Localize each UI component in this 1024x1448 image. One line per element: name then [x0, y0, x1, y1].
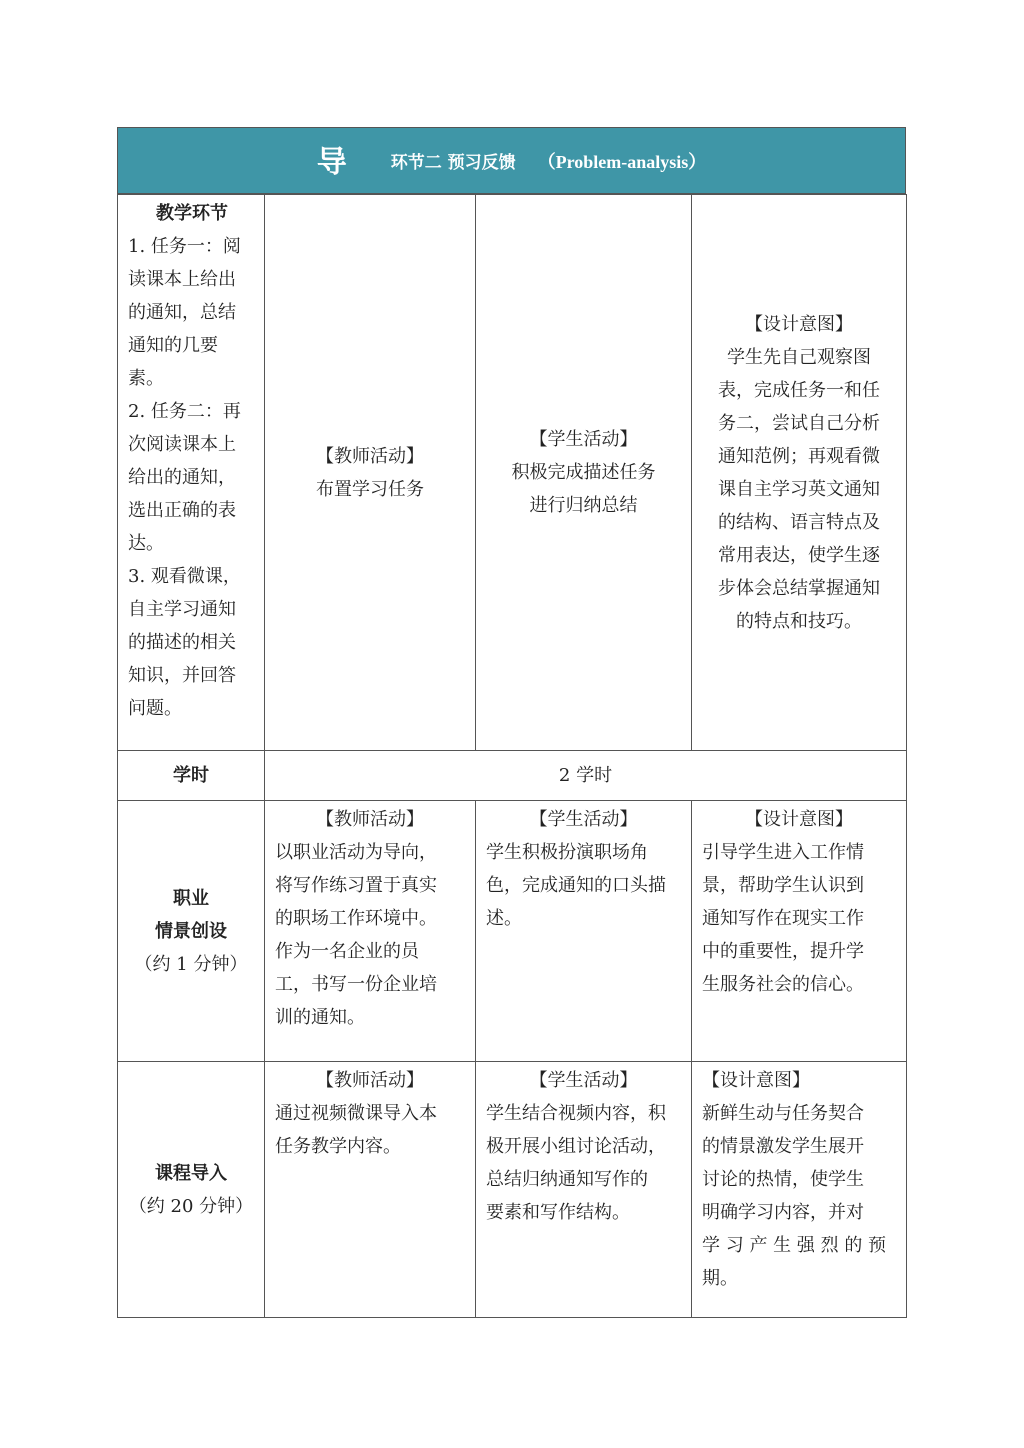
teacher-activity-label: 【教师活动】 — [316, 445, 424, 467]
task-line: 问题。 — [128, 698, 182, 719]
design-intent-text: 的结构、语言特点及 — [718, 511, 880, 533]
task-line: 自主学习通知 — [128, 599, 236, 620]
design-intent-text: 课自主学习英文通知 — [718, 478, 880, 500]
task-line: 的描述的相关 — [128, 632, 236, 653]
teacher-activity-text: 将写作练习置于真实 — [275, 875, 437, 896]
student-activity-text: 进行归纳总结 — [529, 495, 638, 516]
task-line: 达。 — [128, 533, 164, 554]
teacher-activity-cell — [265, 801, 476, 1062]
task-line: 1. 任务一：阅 — [128, 236, 241, 257]
design-intent-text: 学生先自己观察图 — [727, 346, 871, 368]
design-intent-text: 期。 — [702, 1268, 738, 1289]
design-intent-text: 表，完成任务一和任 — [718, 379, 880, 401]
teacher-activity-label: 【教师活动】 — [316, 809, 424, 830]
student-activity-text: 色，完成通知的口头描 — [486, 875, 666, 896]
course-intro-title: 课程导入 — [155, 1162, 227, 1184]
student-activity-label: 【学生活动】 — [529, 429, 638, 450]
class-hours-row — [118, 751, 907, 801]
student-activity-cell — [476, 195, 692, 751]
student-activity-label: 【学生活动】 — [529, 1070, 638, 1091]
teacher-activity-text: 工，书写一份企业培 — [275, 974, 437, 995]
design-intent-text: 通知写作在现实工作 — [702, 908, 864, 929]
scenario-title-cell — [118, 801, 265, 1062]
design-intent-text: 景，帮助学生认识到 — [702, 875, 864, 896]
design-intent-text: 引导学生进入工作情 — [702, 842, 864, 863]
teaching-stage-title: 教学环节 — [156, 203, 228, 224]
task-line: 知识，并回答 — [128, 665, 236, 686]
design-intent-cell — [692, 195, 907, 751]
teacher-activity-text: 布置学习任务 — [316, 478, 424, 500]
design-intent-label: 【设计意图】 — [702, 1070, 810, 1091]
design-intent-cell — [692, 801, 907, 1062]
course-intro-title-cell — [118, 1062, 265, 1318]
design-intent-label: 【设计意图】 — [745, 313, 853, 335]
student-activity-text: 述。 — [486, 908, 522, 929]
design-intent-text: 中的重要性，提升学 — [702, 941, 864, 962]
design-intent-text: 常用表达，使学生逐 — [718, 544, 880, 566]
class-hours-label: 学时 — [118, 751, 265, 801]
task-line: 次阅读课本上 — [128, 434, 236, 455]
student-activity-text: 要素和写作结构。 — [486, 1202, 630, 1223]
teaching-stage-cell — [118, 195, 265, 751]
teacher-activity-text: 的职场工作环境中。 — [275, 908, 437, 929]
student-activity-cell — [476, 801, 692, 1062]
teacher-activity-text: 以职业活动为导向， — [275, 842, 437, 863]
class-hours-value: 2 学时 — [265, 751, 907, 801]
header-char: 导 — [316, 144, 347, 180]
teacher-activity-text: 通过视频微课导入本 — [275, 1103, 437, 1124]
student-activity-text: 学生结合视频内容，积 — [486, 1103, 666, 1124]
task-line: 2. 任务二：再 — [128, 401, 241, 422]
scenario-title-line: 情景创设 — [155, 920, 227, 942]
task-line: 素。 — [128, 368, 164, 389]
lesson-table — [117, 194, 907, 1318]
teacher-activity-text: 作为一名企业的员 — [275, 941, 419, 962]
course-intro-row — [118, 1062, 907, 1318]
task-line: 的通知，总结 — [128, 302, 236, 323]
task-line: 读课本上给出 — [128, 269, 236, 290]
design-intent-text: 通知范例；再观看微 — [718, 445, 880, 467]
teacher-activity-cell — [265, 195, 476, 751]
scenario-title-line: 职业 — [173, 887, 209, 909]
design-intent-text: 讨论的热情，使学生 — [702, 1169, 864, 1190]
teacher-activity-text: 训的通知。 — [275, 1007, 365, 1028]
student-activity-text: 总结归纳通知写作的 — [486, 1169, 648, 1190]
section-header — [117, 127, 906, 194]
task-line: 给出的通知， — [128, 467, 236, 488]
design-intent-cell — [692, 1062, 907, 1318]
design-intent-text: 生服务社会的信心。 — [702, 974, 864, 995]
student-activity-text: 积极完成描述任务 — [511, 462, 656, 483]
header-section-title: 环节二 预习反馈 — [390, 153, 516, 173]
design-intent-label: 【设计意图】 — [745, 809, 853, 830]
student-activity-text: 极开展小组讨论活动， — [486, 1136, 666, 1157]
design-intent-text: 学 习 产 生 强 烈 的 预 — [702, 1235, 887, 1256]
course-intro-time: （约 20 分钟） — [128, 1195, 254, 1217]
design-intent-text: 步体会总结掌握通知 — [718, 577, 880, 599]
student-activity-label: 【学生活动】 — [529, 809, 638, 830]
lesson-plan-sheet — [117, 127, 906, 1318]
task-line: 3. 观看微课， — [128, 566, 241, 587]
student-activity-text: 学生积极扮演职场角 — [486, 842, 648, 863]
design-intent-text: 的特点和技巧。 — [736, 610, 862, 632]
teacher-activity-label: 【教师活动】 — [316, 1070, 424, 1091]
design-intent-text: 新鲜生动与任务契合 — [702, 1103, 864, 1124]
header-english-title: （Problem-analysis） — [537, 151, 707, 172]
task-line: 选出正确的表 — [128, 500, 236, 521]
student-activity-cell — [476, 1062, 692, 1318]
scenario-time: （约 1 分钟） — [134, 953, 248, 975]
teacher-activity-text: 任务教学内容。 — [275, 1136, 401, 1157]
task-line: 通知的几要 — [128, 335, 218, 356]
teacher-activity-cell — [265, 1062, 476, 1318]
design-intent-text: 务二，尝试自己分析 — [718, 412, 880, 434]
teaching-stage-row — [118, 195, 907, 751]
design-intent-text: 的情景激发学生展开 — [702, 1136, 864, 1157]
scenario-row — [118, 801, 907, 1062]
design-intent-text: 明确学习内容，并对 — [702, 1202, 864, 1223]
task-list — [128, 230, 256, 725]
